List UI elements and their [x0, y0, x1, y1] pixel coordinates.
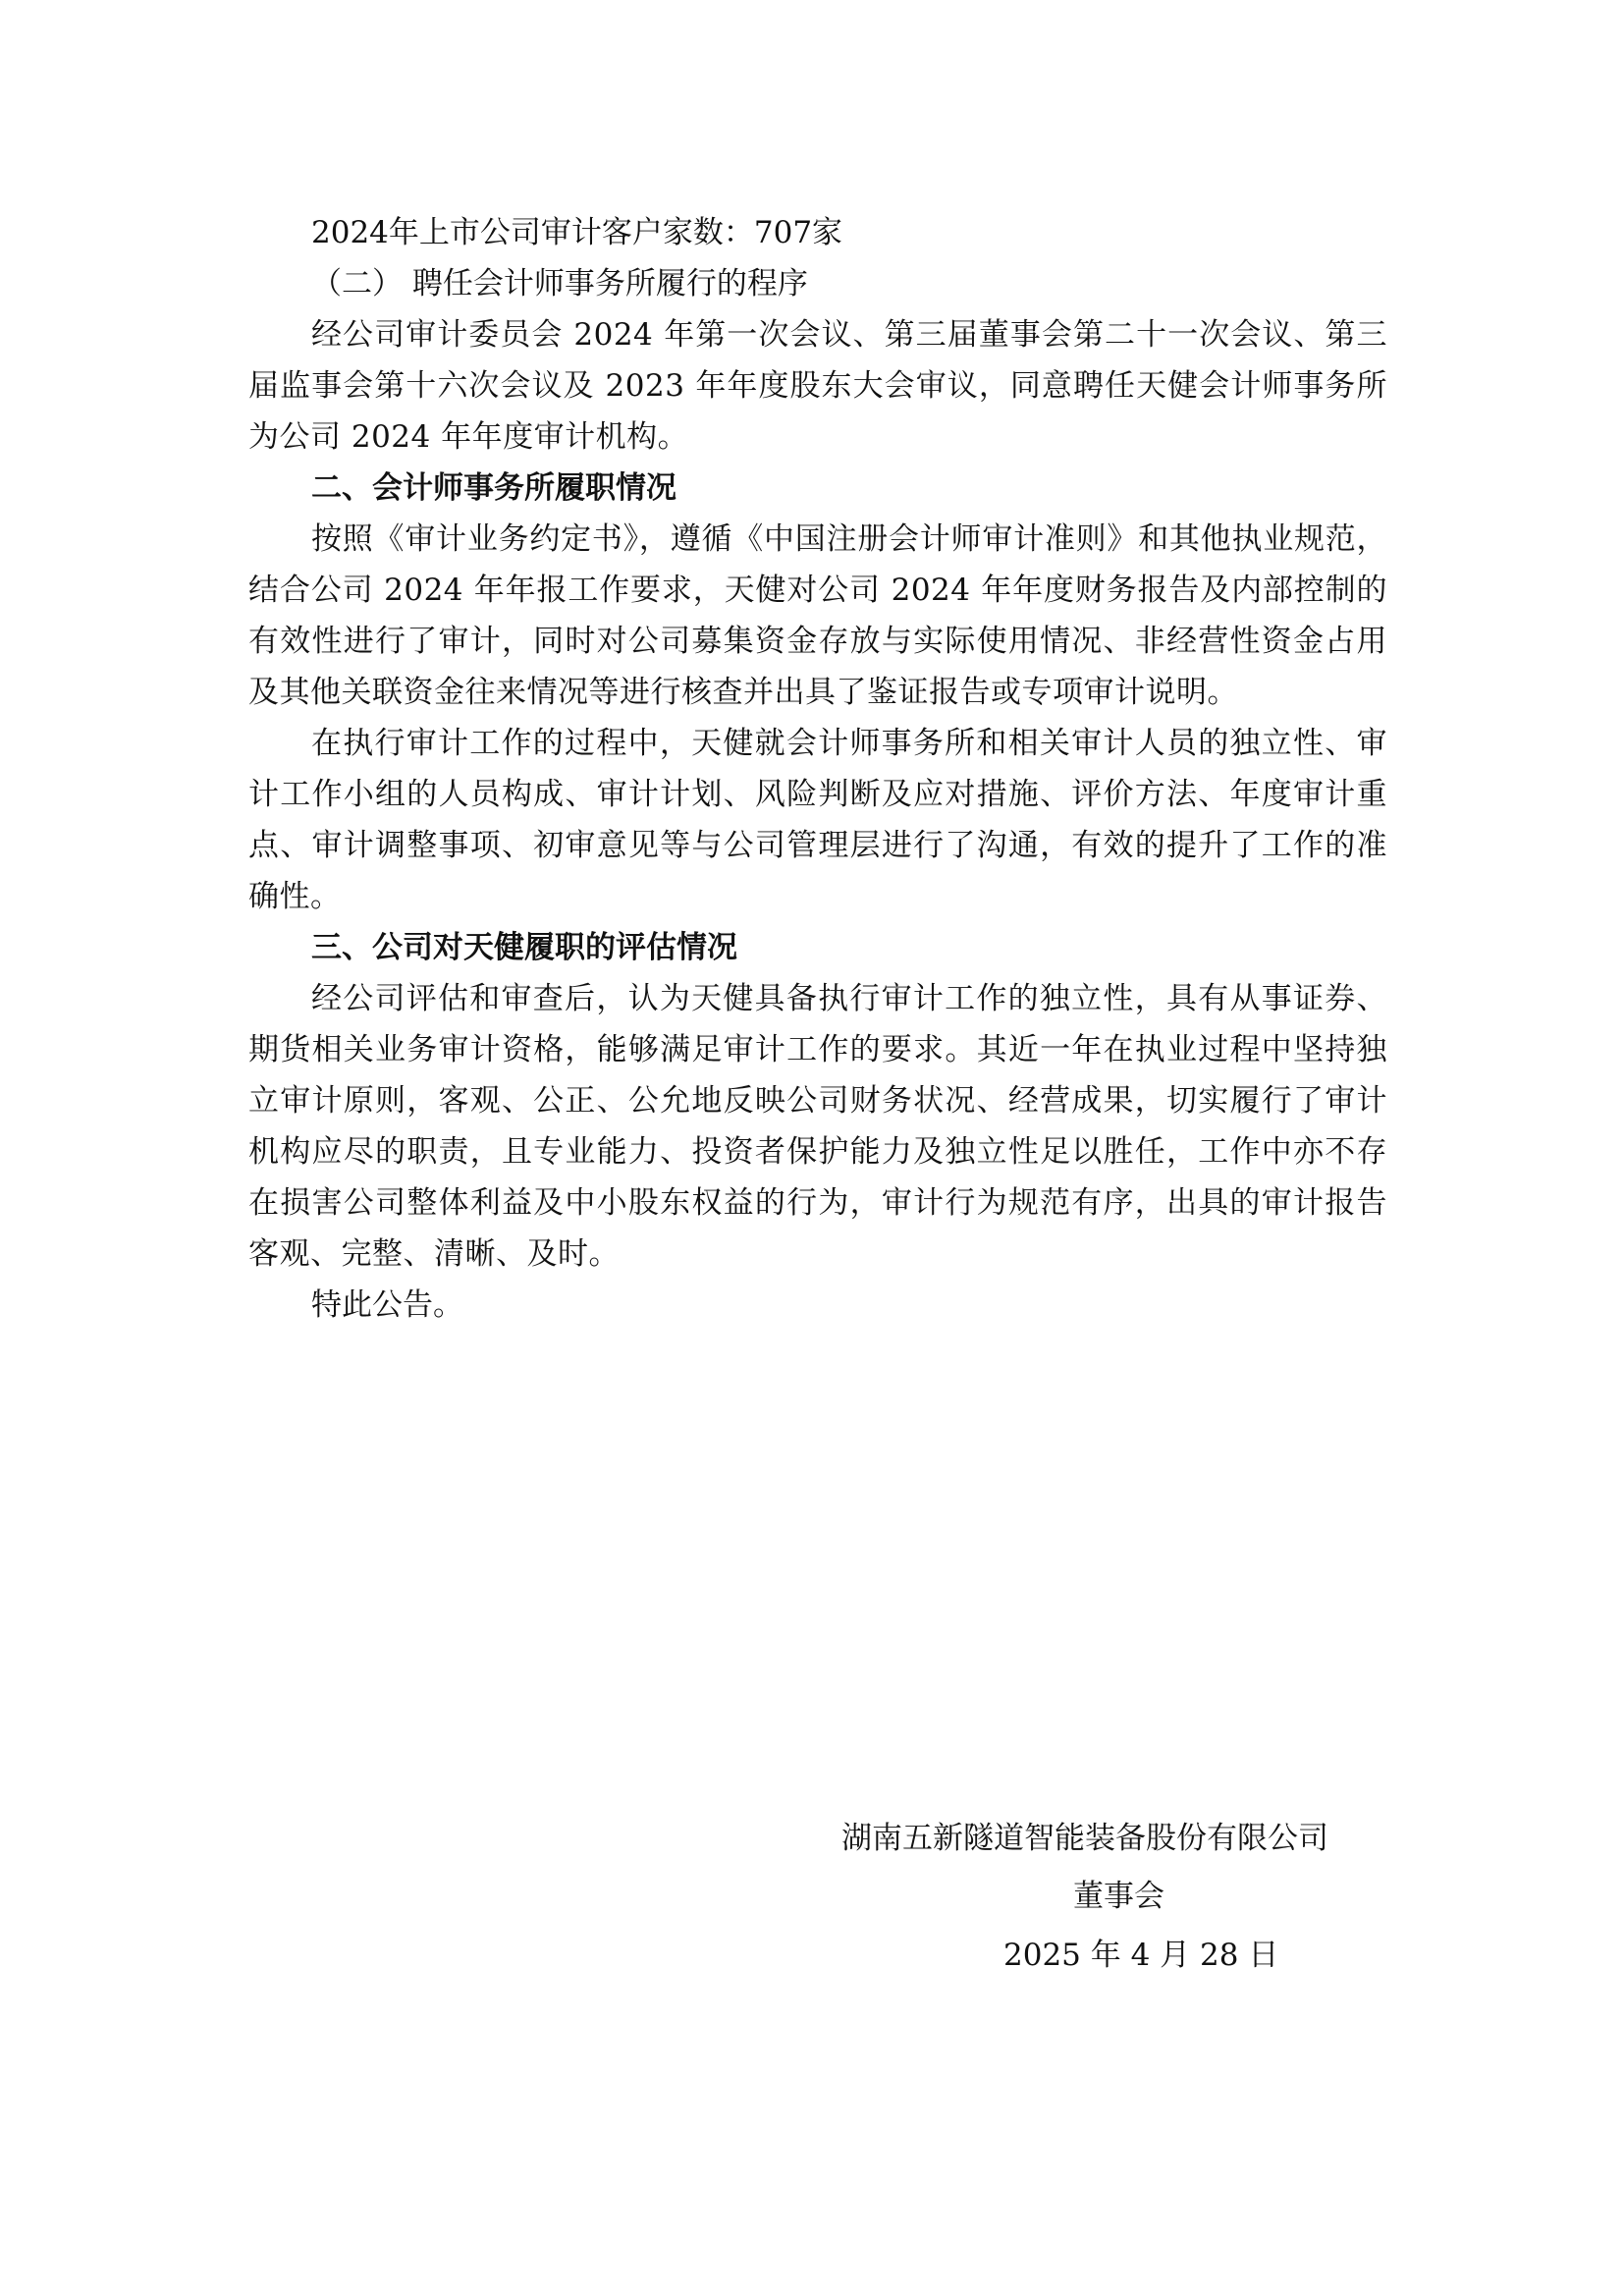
- section-heading-duty: 二、会计师事务所履职情况: [311, 470, 676, 506]
- paragraph-evaluation: 经公司评估和审查后，认为天健具备执行审计工作的独立性，具有从事证券、期货相关业务审计资格，能够满足审计工作的要求。其近一年在执业过程中坚持独立审计原则，客观、公正、公允地反映公司财务状况、经营成果，切实履行了审计机构应尽的职责，且专业能力、投资者保护能力及独立性足以胜任，工作中亦不存在损害公司整体利益及中小股东权益的行为，审计行为规范有序，出具的审计报告客观、完整、清晰、及时。: [248, 981, 1387, 1272]
- section-heading-evaluation: 三、公司对天健履职的评估情况: [311, 930, 737, 965]
- closing-statement: 特此公告。: [311, 1287, 463, 1323]
- audit-client-count: 2024年上市公司审计客户家数：707家: [311, 215, 843, 250]
- signature-board: 董事会: [1073, 1879, 1164, 1914]
- paragraph-procedure: 经公司审计委员会 2024 年第一次会议、第三届董事会第二十一次会议、第三届监事会第十六次会议及 2023 年年度股东大会审议，同意聘任天健会计师事务所为公司 2024 年年度审计机构。: [248, 317, 1387, 455]
- paragraph-duty-2: 在执行审计工作的过程中，天健就会计师事务所和相关审计人员的独立性、审计工作小组的人员构成、审计计划、风险判断及应对措施、评价方法、年度审计重点、审计调整事项、初审意见等与公司管理层进行了沟通，有效的提升了工作的准确性。: [248, 726, 1387, 914]
- document-body: [248, 207, 1387, 1331]
- signature-company: 湖南五新隧道智能装备股份有限公司: [841, 1821, 1328, 1856]
- signature-date: 2025 年 4 月 28 日: [1003, 1938, 1279, 1973]
- subsection-heading-procedure: （二） 聘任会计师事务所履行的程序: [311, 266, 808, 301]
- paragraph-duty-1: 按照《审计业务约定书》，遵循《中国注册会计师审计准则》和其他执业规范，结合公司 2024 年年报工作要求，天健对公司 2024 年年度财务报告及内部控制的有效性进行了审计，同时对公司募集资金存放与实际使用情况、非经营性资金占用及其他关联资金往来情况等进行核查并出具了鉴证报告或专项审计说明。: [248, 521, 1387, 710]
